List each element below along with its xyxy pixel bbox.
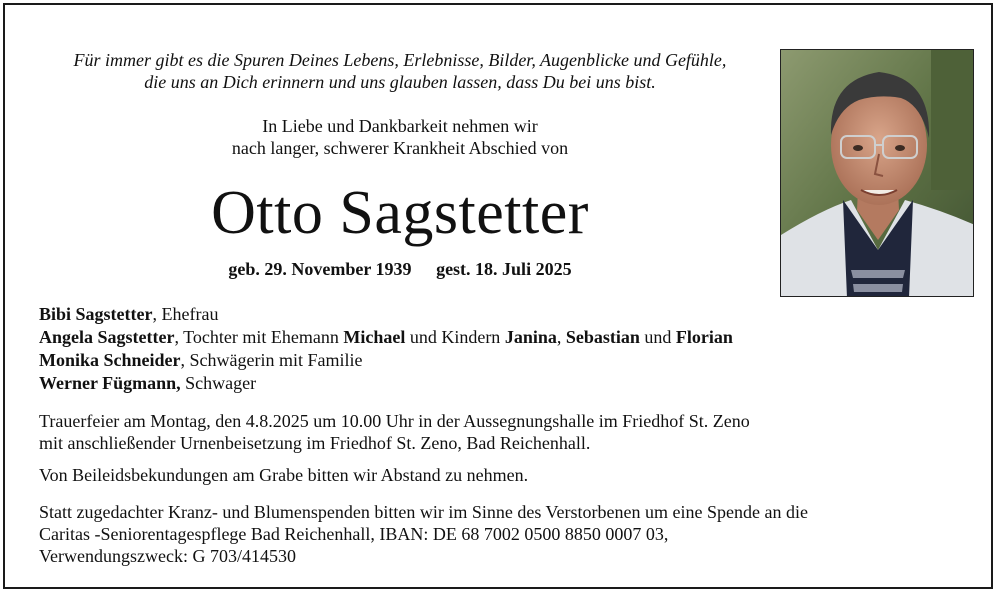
family-member-name: Angela Sagstetter [39,327,175,347]
family-relation-text: und Kindern [405,327,505,347]
family-relation: Schwager [180,373,257,393]
intro-line-1: In Liebe und Dankbarkeit nehmen wir [262,116,538,136]
family-member-row [39,349,733,372]
deceased-name: Otto Sagstetter [211,179,589,247]
condolence-note [39,464,528,486]
name-conjunction: und [639,327,676,347]
family-relation: , Tochter mit Ehemann [174,327,344,347]
funeral-info [39,410,750,454]
funeral-line-2: mit anschließender Urnenbeisetzung im Friedhof St. Zeno, Bad Reichenhall. [39,433,591,453]
grandchild-name: Florian [675,327,733,347]
quote-line-2: die uns an Dich erinnern und uns glauben lassen, dass Du bei uns bist. [144,72,656,92]
life-dates [5,259,795,280]
memorial-quote [5,49,795,93]
family-member-name: Werner Fügmann, [39,373,181,393]
family-member-row [39,303,733,326]
family-member-row [39,326,733,349]
birth-date: geb. 29. November 1939 [228,259,412,279]
obituary-notice [3,3,993,589]
grandchild-name: Janina [504,327,557,347]
intro-line-2: nach langer, schwerer Krankheit Abschied von [231,138,569,158]
portrait-illustration [781,50,974,297]
family-spouse-name: Michael [343,327,406,347]
donation-line-3: Verwendungszweck: G 703/414530 [39,546,296,566]
donation-line-2: Caritas -Seniorentagespflege Bad Reichenhall, IBAN: DE 68 7002 0500 8850 0007 03, [39,524,669,544]
family-list [39,303,733,395]
intro-text [5,115,795,159]
death-date: gest. 18. Juli 2025 [436,259,572,279]
family-member-row [39,372,733,395]
donation-line-1: Statt zugedachter Kranz- und Blumenspenden bitten wir im Sinne des Verstorbenen um eine Spende an die [39,502,808,522]
name-separator: , [556,327,566,347]
funeral-line-1: Trauerfeier am Montag, den 4.8.2025 um 10.00 Uhr in der Aussegnungshalle im Friedhof St. Zeno [39,411,750,431]
family-member-name: Monika Schneider [39,350,181,370]
family-relation: , Ehefrau [152,304,219,324]
grandchild-name: Sebastian [565,327,640,347]
family-member-name: Bibi Sagstetter [39,304,153,324]
portrait-photo [780,49,974,297]
quote-line-1: Für immer gibt es die Spuren Deines Lebens, Erlebnisse, Bilder, Augenblicke und Gefühle, [73,50,727,70]
condolence-line: Von Beileidsbekundungen am Grabe bitten wir Abstand zu nehmen. [39,465,529,485]
donation-info [39,501,808,567]
family-relation: , Schwägerin mit Familie [180,350,363,370]
